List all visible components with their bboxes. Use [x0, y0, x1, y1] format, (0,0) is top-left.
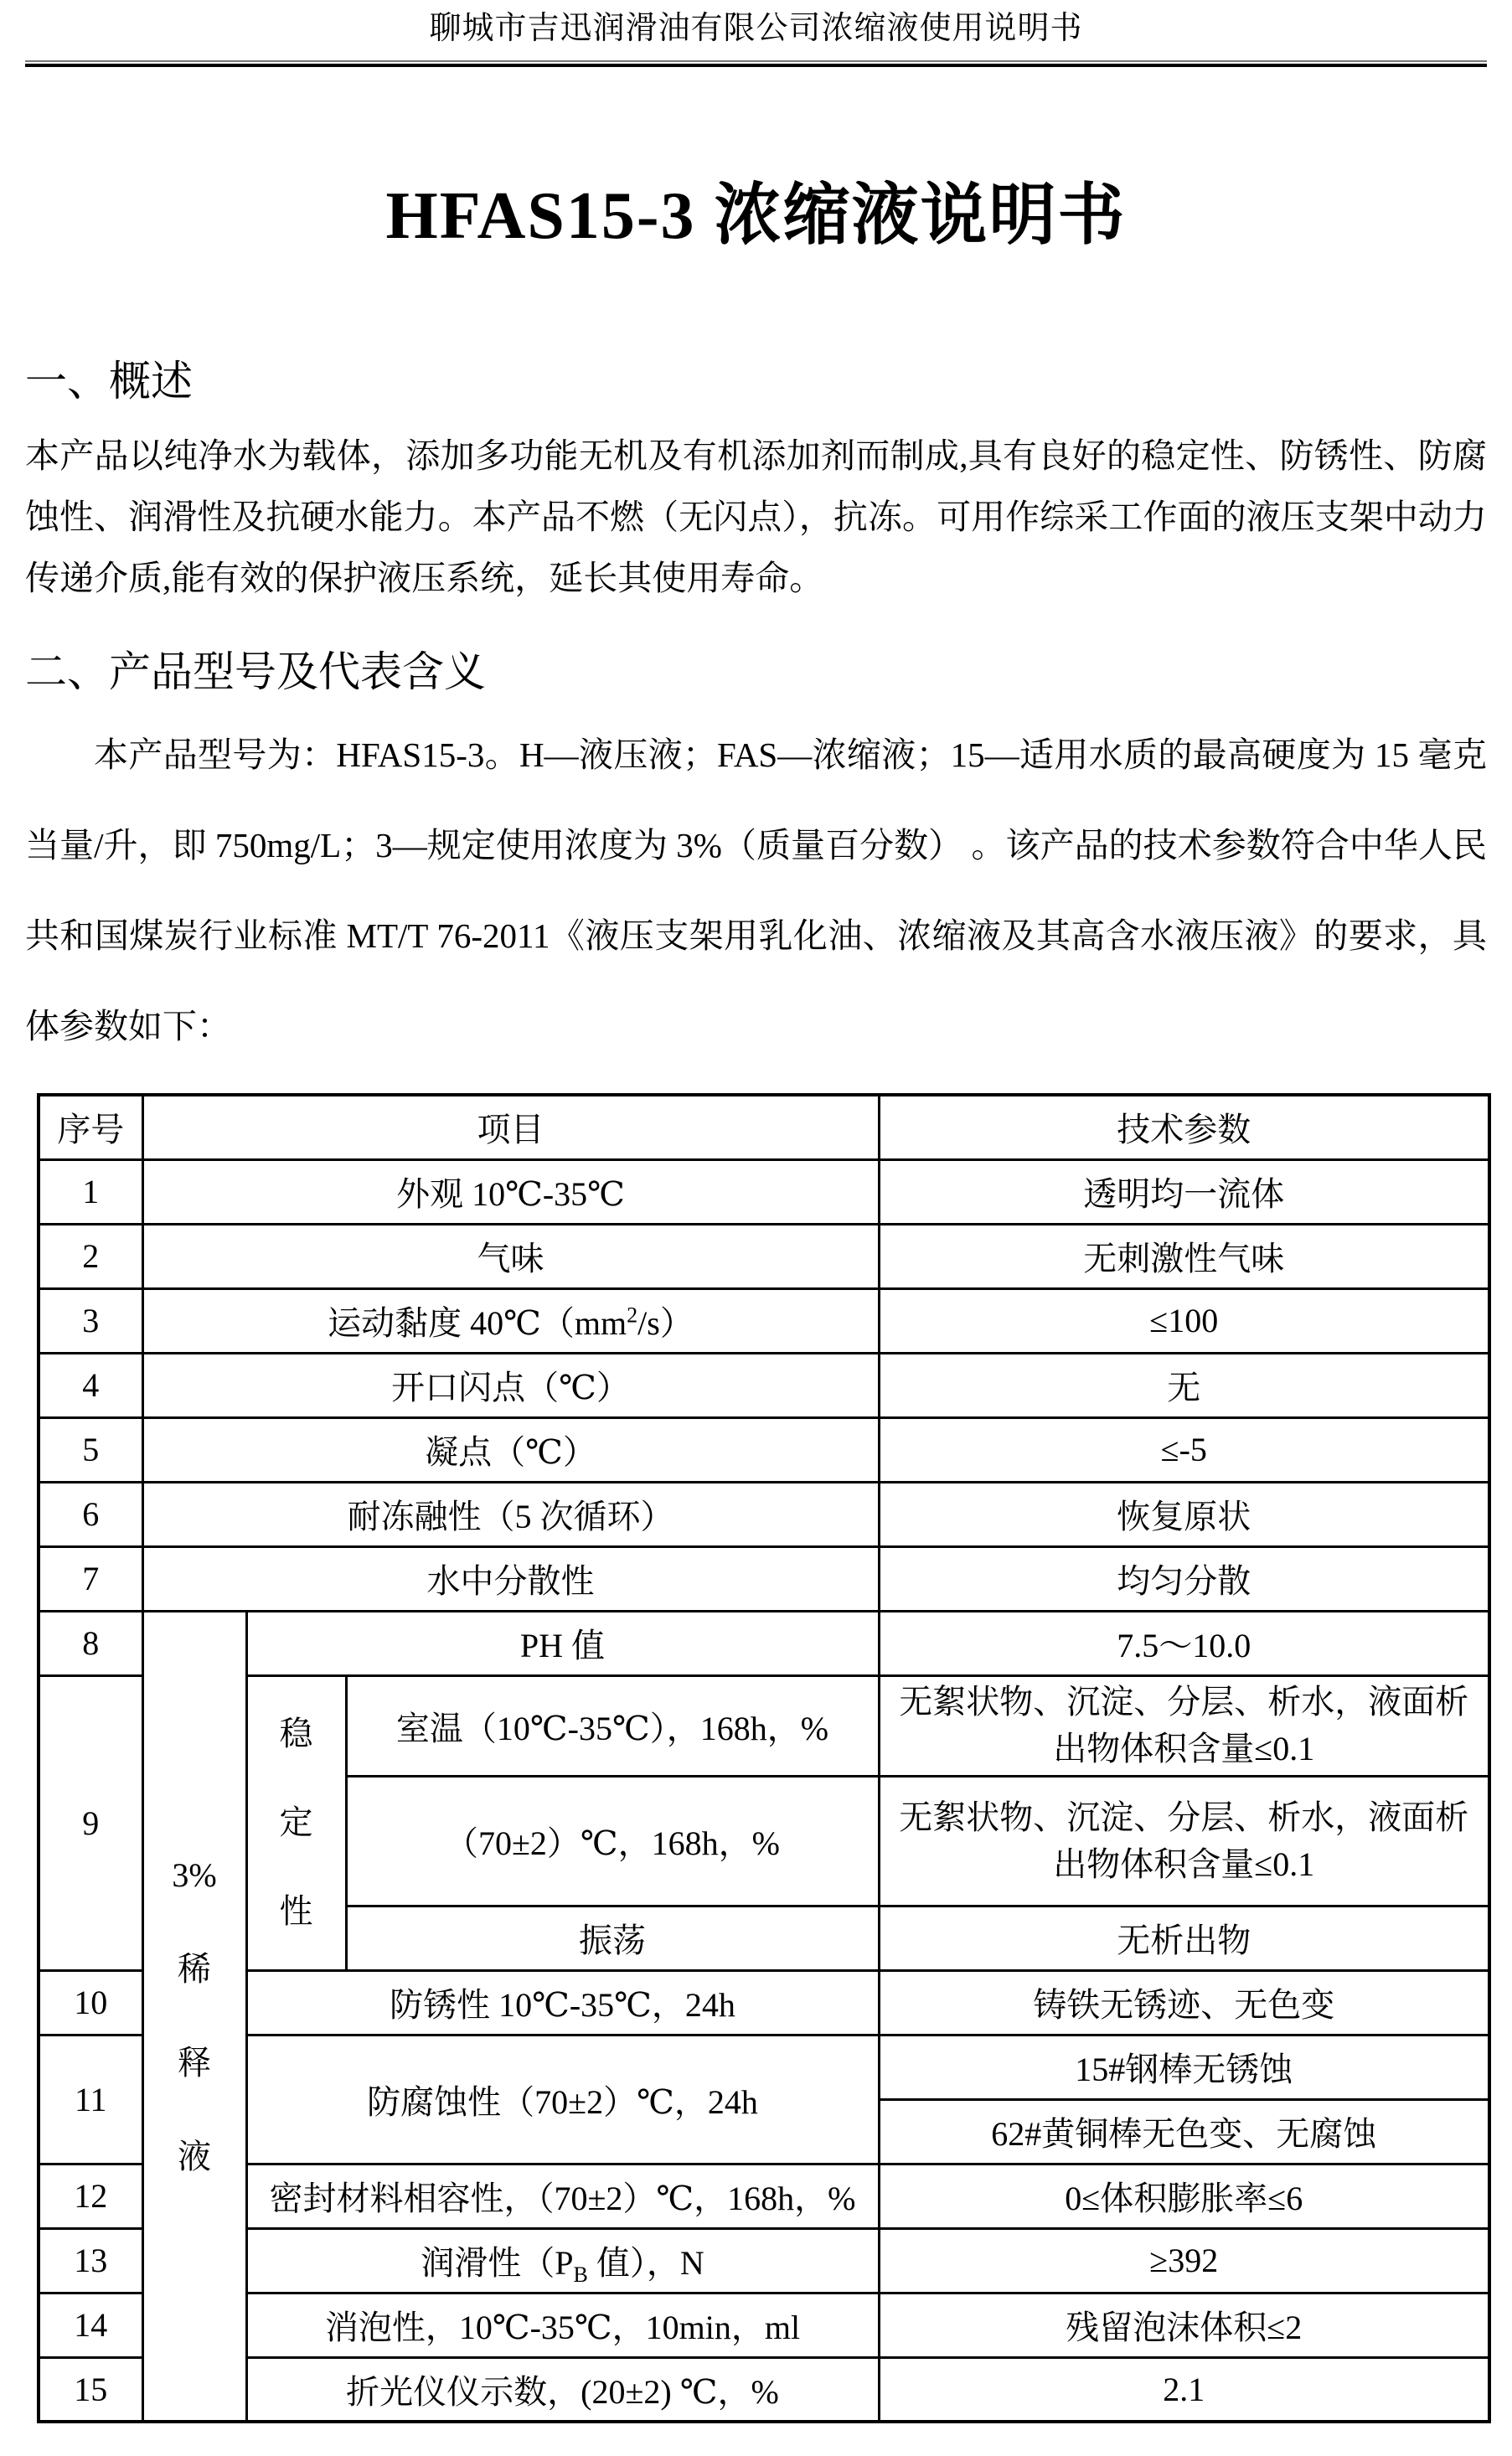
table-row	[39, 2035, 1489, 2099]
row-item: 防锈性 10℃-35℃，24h	[246, 1970, 879, 2035]
table-row	[39, 1353, 1489, 1417]
row-no: 5	[39, 1417, 142, 1482]
row-item: 气味	[142, 1224, 879, 1288]
superscript: 2	[627, 1303, 638, 1328]
row-param: 透明均一流体	[879, 1159, 1489, 1224]
spec-table	[37, 1093, 1491, 2423]
row-no: 14	[39, 2293, 142, 2357]
row-condition: 振荡	[346, 1906, 879, 1970]
section1-heading: 一、概述	[25, 358, 193, 405]
table-row	[39, 1224, 1489, 1288]
row-param: 无刺激性气味	[879, 1224, 1489, 1288]
section1-paragraph: 本产品以纯净水为载体，添加多功能无机及有机添加剂而制成,具有良好的稳定性、防锈性、防腐蚀性、润滑性及抗硬水能力。本产品不燃（无闪点），抗冻。可用作综采工作面的液压支架中动力传递介质,能有效的保护液压系统，延长其使用寿命。	[25, 436, 1487, 597]
row-item	[246, 2228, 879, 2293]
row-param: 残留泡沫体积≤2	[879, 2293, 1489, 2357]
header-rule	[25, 60, 1487, 67]
row-no: 4	[39, 1353, 142, 1417]
row-item: 消泡性，10℃-35℃，10min，ml	[246, 2293, 879, 2357]
row-no: 7	[39, 1546, 142, 1611]
row-item: 折光仪仪示数，(20±2) ℃，%	[246, 2357, 879, 2422]
header-param: 技术参数	[879, 1095, 1489, 1159]
row-param: 0≤体积膨胀率≤6	[879, 2164, 1489, 2228]
table-row	[39, 1611, 1489, 1675]
row-condition: （70±2）℃，168h，%	[346, 1776, 879, 1906]
document-header: 聊城市吉迅润滑油有限公司浓缩液使用说明书	[429, 11, 1083, 46]
row-param: 15#钢棒无锈蚀	[879, 2035, 1489, 2099]
row-no: 10	[39, 1970, 142, 2035]
page-title: HFAS15-3 浓缩液说明书	[385, 179, 1127, 253]
row-param: 62#黄铜棒无色变、无腐蚀	[879, 2099, 1489, 2164]
row-param: 无	[879, 1353, 1489, 1417]
row-item: 密封材料相容性，（70±2）℃，168h，%	[246, 2164, 879, 2228]
row-item-text: 值），N	[587, 2244, 704, 2282]
row-item-text: 润滑性（P	[421, 2244, 574, 2282]
row-item: PH 值	[246, 1611, 879, 1675]
row-param: ≥392	[879, 2228, 1489, 2293]
row-item: 防腐蚀性（70±2）℃，24h	[246, 2035, 879, 2164]
row-item-text: /s）	[637, 1304, 694, 1342]
table-row	[39, 2228, 1489, 2293]
table-row	[39, 1417, 1489, 1482]
table-row	[39, 2164, 1489, 2228]
table-row	[39, 1546, 1489, 1611]
dilution-label: 3% 稀 释 液	[142, 1611, 246, 2422]
row-item: 外观 10℃-35℃	[142, 1159, 879, 1224]
table-row	[39, 1970, 1489, 2035]
row-no: 8	[39, 1611, 142, 1675]
row-no: 15	[39, 2357, 142, 2422]
row-param: 无絮状物、沉淀、分层、析水，液面析出物体积含量≤0.1	[879, 1675, 1489, 1776]
row-no: 1	[39, 1159, 142, 1224]
row-item: 凝点（℃）	[142, 1417, 879, 1482]
row-param: 无析出物	[879, 1906, 1489, 1970]
row-no: 3	[39, 1288, 142, 1353]
row-item: 耐冻融性（5 次循环）	[142, 1482, 879, 1546]
row-param: 无絮状物、沉淀、分层、析水，液面析出物体积含量≤0.1	[879, 1776, 1489, 1906]
row-param: 2.1	[879, 2357, 1489, 2422]
table-row	[39, 2357, 1489, 2422]
subscript: B	[573, 2263, 588, 2287]
table-row	[39, 1482, 1489, 1546]
row-param: 铸铁无锈迹、无色变	[879, 1970, 1489, 2035]
row-param: 均匀分散	[879, 1546, 1489, 1611]
row-no: 13	[39, 2228, 142, 2293]
table-row	[39, 1288, 1489, 1353]
row-condition: 室温（10℃-35℃），168h，%	[346, 1675, 879, 1776]
row-no: 2	[39, 1224, 142, 1288]
stability-label: 稳 定 性	[246, 1675, 346, 1970]
table-row	[39, 1675, 1489, 1776]
row-item-text: 运动黏度 40℃（mm	[328, 1304, 627, 1342]
table-row	[39, 2293, 1489, 2357]
row-item: 水中分散性	[142, 1546, 879, 1611]
row-no: 12	[39, 2164, 142, 2228]
row-param: 7.5～10.0	[879, 1611, 1489, 1675]
table-row	[39, 1159, 1489, 1224]
header-no: 序号	[39, 1095, 142, 1159]
section2-heading: 二、产品型号及代表含义	[25, 648, 486, 695]
row-item	[142, 1288, 879, 1353]
table-header-row	[39, 1095, 1489, 1159]
header-item: 项目	[142, 1095, 879, 1159]
row-param: 恢复原状	[879, 1482, 1489, 1546]
row-no: 6	[39, 1482, 142, 1546]
row-item: 开口闪点（℃）	[142, 1353, 879, 1417]
row-no: 9	[39, 1675, 142, 1970]
row-param: ≤100	[879, 1288, 1489, 1353]
section2-paragraph: 本产品型号为：HFAS15-3。H—液压液；FAS—浓缩液；15—适用水质的最高硬度为 15 毫克当量/升，即 750mg/L；3—规定使用浓度为 3%（质量百分数） 。该产品的技术参数符合中华人民共和国煤炭行业标准 MT/T 76-2011《液压支架用乳化油、浓缩液及其高含水液压液》的要求，具体参数如下：	[25, 735, 1487, 1045]
row-param: ≤-5	[879, 1417, 1489, 1482]
row-no: 11	[39, 2035, 142, 2164]
